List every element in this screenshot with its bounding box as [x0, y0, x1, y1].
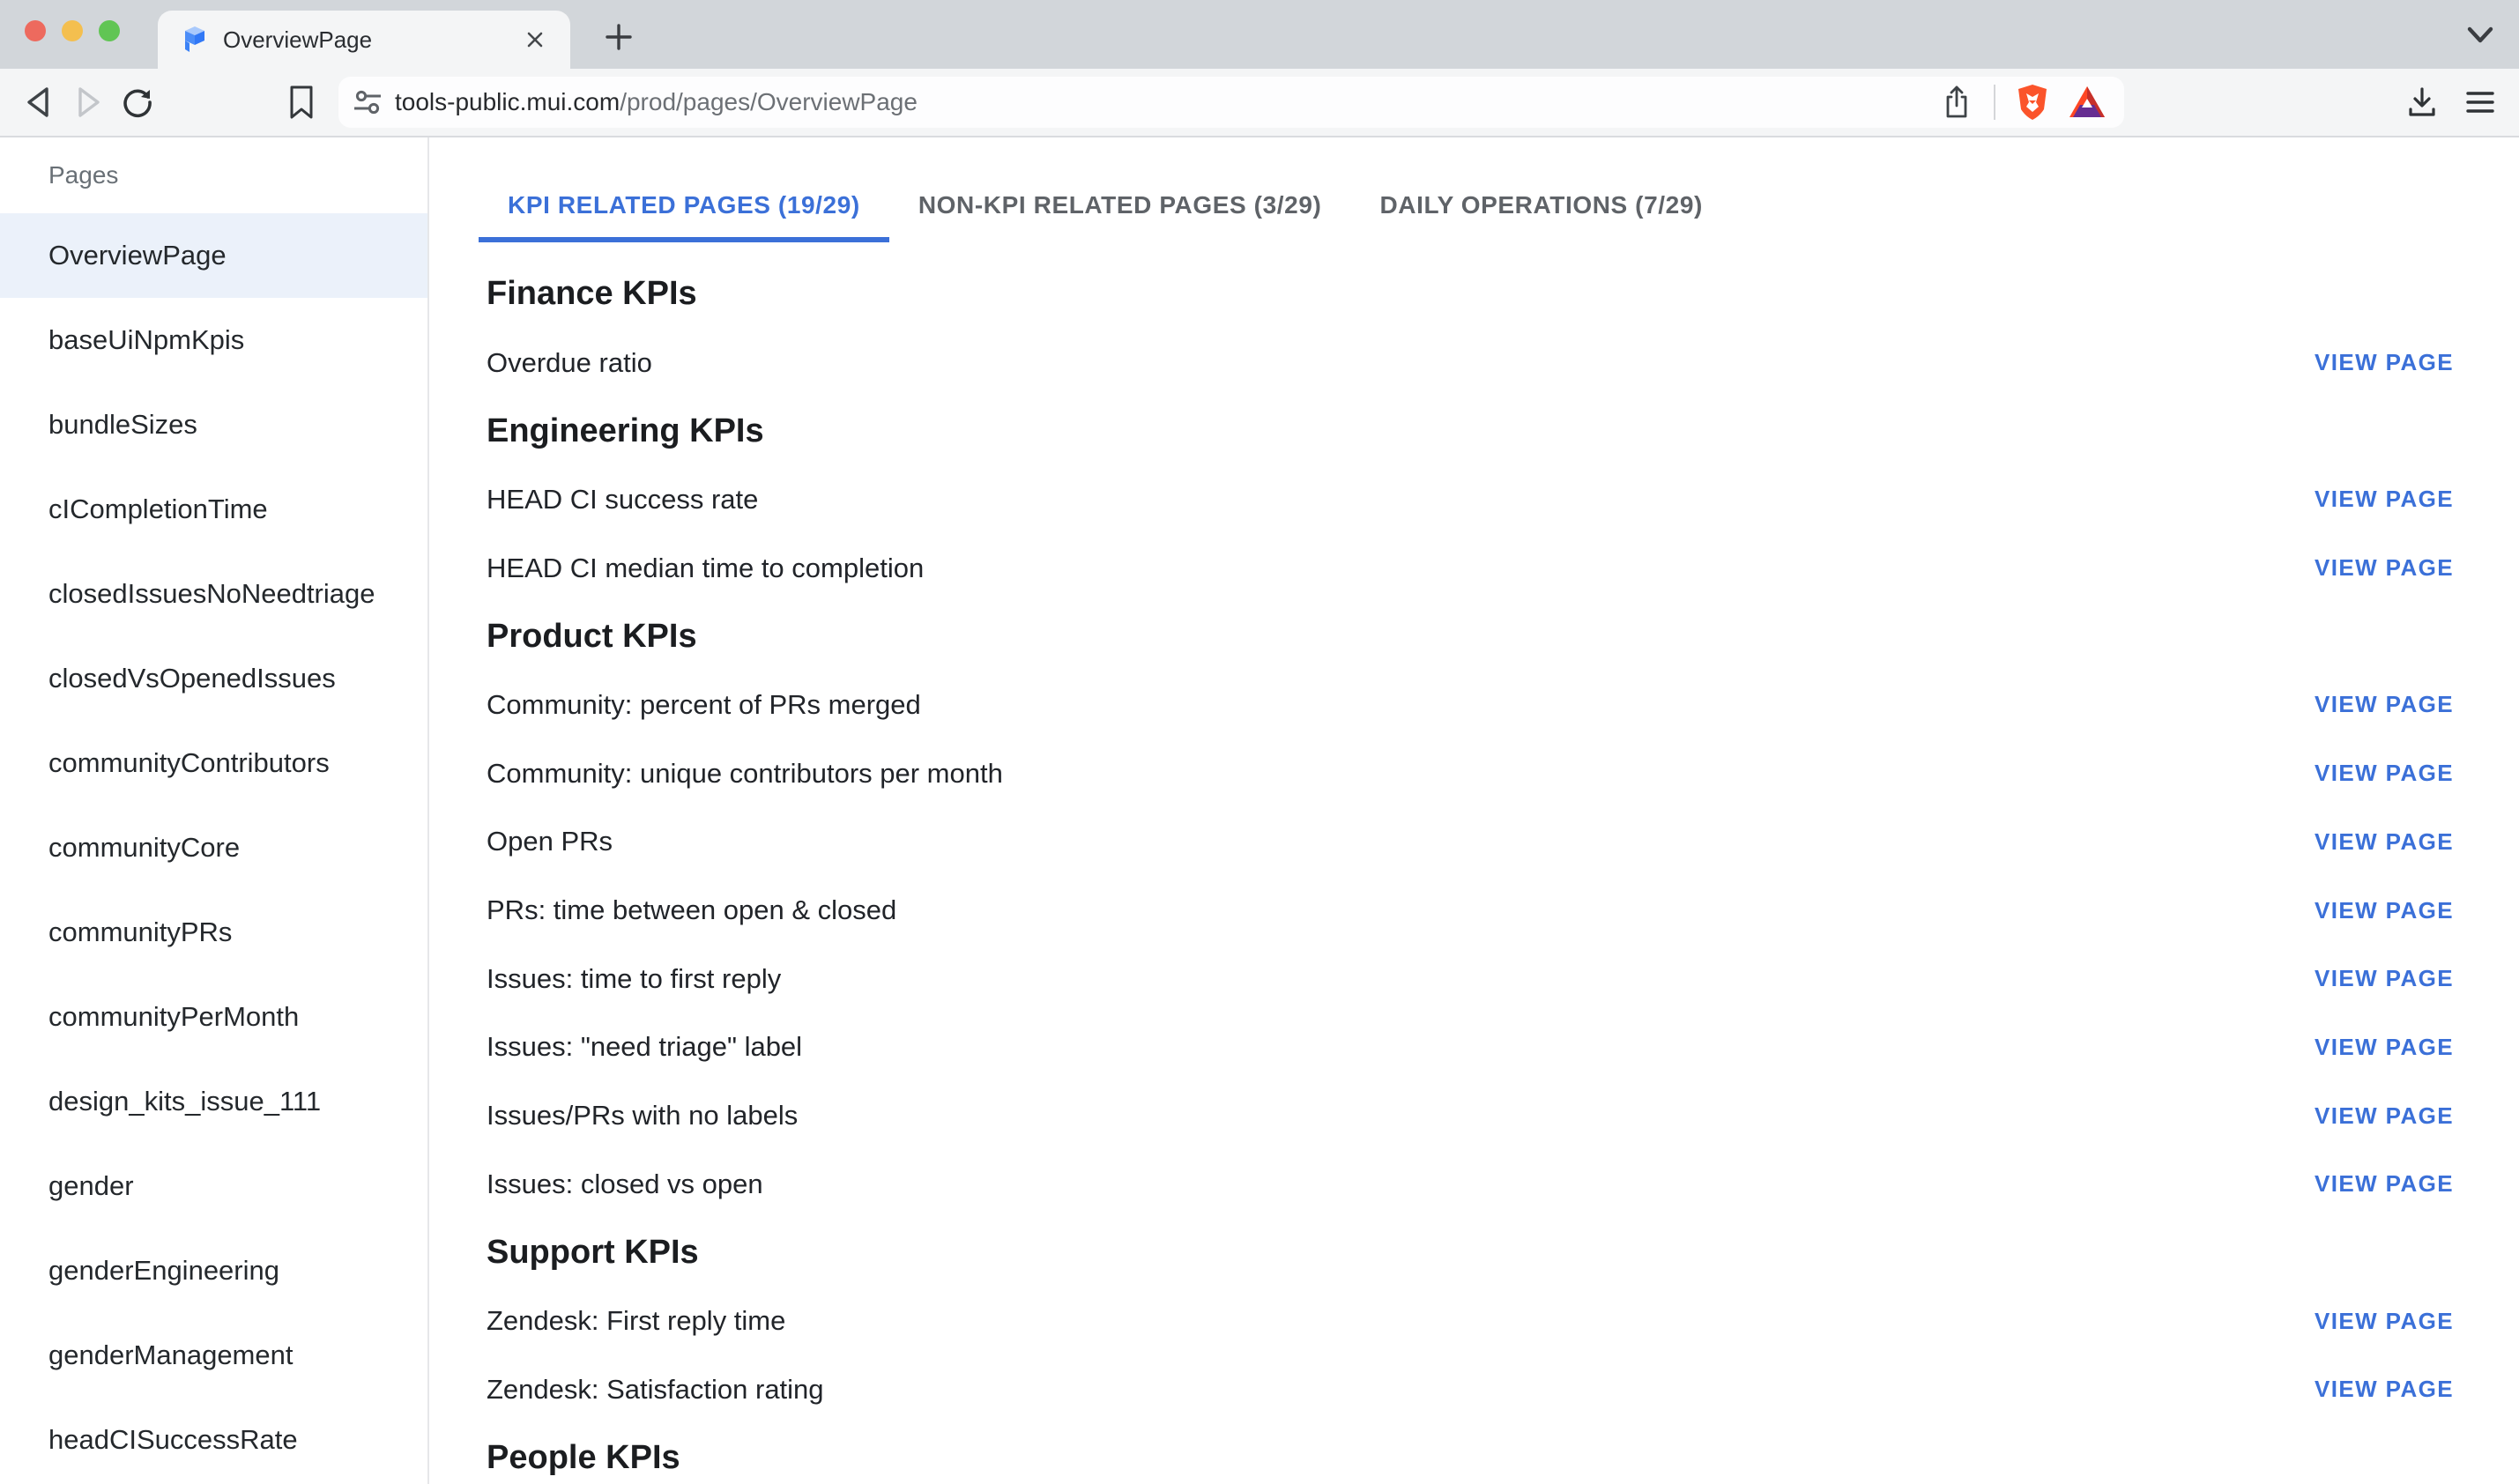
kpi-item-row — [487, 1355, 2463, 1424]
view-page-button[interactable]: VIEW PAGE — [2306, 823, 2463, 861]
kpi-item-label: Community: percent of PRs merged — [487, 688, 921, 720]
kpi-item-row — [487, 739, 2463, 808]
kpi-section-row — [487, 1219, 2463, 1287]
new-tab-button[interactable] — [596, 14, 642, 60]
forward-button[interactable] — [63, 78, 113, 127]
toolbar-divider — [1994, 85, 1995, 120]
brave-shields-icon[interactable] — [2008, 78, 2057, 127]
kpi-item-row — [487, 876, 2463, 945]
mui-favicon-icon — [177, 25, 207, 55]
sidebar-page-item[interactable]: OverviewPage — [0, 213, 427, 298]
view-page-button[interactable]: VIEW PAGE — [2306, 480, 2463, 518]
kpi-item-label: Overdue ratio — [487, 346, 652, 378]
view-page-button[interactable]: VIEW PAGE — [2306, 1370, 2463, 1408]
browser-tab-title: OverviewPage — [223, 26, 373, 53]
kpi-item-label: HEAD CI median time to completion — [487, 552, 925, 583]
kpi-item-row — [487, 465, 2463, 534]
window-controls — [25, 20, 120, 41]
kpi-item-label: PRs: time between open & closed — [487, 894, 897, 926]
sidebar-page-list — [0, 213, 427, 1482]
browser-toolbar — [0, 69, 2519, 137]
tab-search-chevron-down-icon[interactable] — [2457, 12, 2503, 58]
close-window-button[interactable] — [25, 20, 46, 41]
sidebar-page-item[interactable]: bundleSizes — [48, 409, 197, 440]
kpi-section-row — [487, 260, 2463, 329]
view-page-button[interactable]: VIEW PAGE — [2306, 686, 2463, 723]
kpi-item-label: Open PRs — [487, 826, 613, 857]
tab-close-icon[interactable] — [519, 24, 551, 56]
minimize-window-button[interactable] — [62, 20, 83, 41]
kpi-item-label: Issues: "need triage" label — [487, 1031, 803, 1063]
bookmark-icon[interactable] — [277, 78, 326, 127]
kpi-item-row — [487, 1081, 2463, 1150]
kpi-item-row — [487, 808, 2463, 877]
kpi-item-label: Issues: time to first reply — [487, 962, 782, 994]
kpi-item-label: Issues/PRs with no labels — [487, 1100, 799, 1132]
view-page-button[interactable]: VIEW PAGE — [2306, 960, 2463, 998]
sidebar-page-item[interactable]: communityPerMonth — [48, 1001, 300, 1032]
view-page-button[interactable]: VIEW PAGE — [2306, 754, 2463, 792]
main-content — [429, 137, 2519, 1484]
sidebar-page-item[interactable]: communityCore — [48, 832, 241, 863]
kpi-item-row — [487, 534, 2463, 603]
sidebar-page-item[interactable]: gender — [48, 1170, 134, 1201]
reload-button[interactable] — [113, 78, 162, 127]
sidebar-page-item[interactable]: closedIssuesNoNeedtriage — [48, 578, 375, 609]
site-settings-tune-icon[interactable] — [351, 87, 384, 117]
sidebar-page-item[interactable]: communityContributors — [48, 747, 330, 778]
pages-sidebar — [0, 137, 429, 1484]
share-icon[interactable] — [1932, 78, 1981, 127]
view-page-button[interactable]: VIEW PAGE — [2306, 892, 2463, 930]
url-path: /prod/pages/OverviewPage — [620, 88, 918, 115]
sidebar-page-item[interactable]: genderEngineering — [48, 1255, 279, 1286]
sidebar-page-item[interactable]: closedVsOpenedIssues — [48, 663, 336, 694]
sidebar-page-item[interactable]: communityPRs — [48, 916, 233, 947]
menu-hamburger-icon[interactable] — [2456, 78, 2505, 127]
url-domain: tools-public.mui.com — [395, 88, 620, 115]
kpi-item-label: Zendesk: Satisfaction rating — [487, 1373, 824, 1405]
view-page-button[interactable]: VIEW PAGE — [2306, 1165, 2463, 1203]
kpi-section-heading: Engineering KPIs — [487, 412, 764, 449]
browser-tab[interactable] — [158, 11, 570, 69]
url-text[interactable] — [395, 88, 1932, 116]
view-page-button[interactable]: VIEW PAGE — [2306, 1028, 2463, 1066]
sidebar-page-item[interactable]: baseUiNpmKpis — [48, 324, 245, 355]
sidebar-header: Pages — [48, 161, 119, 189]
brave-rewards-bat-icon[interactable] — [2062, 78, 2112, 127]
kpi-section-heading: Finance KPIs — [487, 275, 697, 313]
kpi-item-label: Issues: closed vs open — [487, 1168, 763, 1199]
kpi-item-row — [487, 1013, 2463, 1082]
sidebar-page-item[interactable]: headCISuccessRate — [48, 1424, 298, 1455]
category-tabs — [479, 167, 2519, 242]
kpi-section-row — [487, 602, 2463, 671]
kpi-item-label: HEAD CI success rate — [487, 483, 759, 515]
category-tab[interactable]: NON-KPI RELATED PAGES (3/29) — [918, 190, 1322, 219]
kpi-section-row — [487, 397, 2463, 465]
kpi-item-row — [487, 945, 2463, 1013]
browser-tab-strip — [0, 0, 2519, 69]
sidebar-page-item[interactable]: design_kits_issue_111 — [48, 1086, 322, 1117]
kpi-item-row — [487, 329, 2463, 397]
address-bar[interactable] — [338, 77, 2124, 128]
downloads-icon[interactable] — [2397, 78, 2447, 127]
category-tab[interactable]: DAILY OPERATIONS (7/29) — [1379, 190, 1703, 219]
sidebar-page-item[interactable]: cICompletionTime — [48, 493, 268, 524]
view-page-button[interactable]: VIEW PAGE — [2306, 1302, 2463, 1340]
kpi-section-row — [487, 1424, 2463, 1484]
kpi-item-row — [487, 1150, 2463, 1219]
kpi-item-label: Community: unique contributors per month — [487, 757, 1003, 789]
sidebar-page-item[interactable]: genderManagement — [48, 1339, 294, 1370]
category-tab[interactable]: KPI RELATED PAGES (19/29) — [479, 167, 889, 242]
kpi-list — [429, 260, 2519, 1484]
kpi-item-row — [487, 671, 2463, 739]
zoom-window-button[interactable] — [99, 20, 120, 41]
kpi-section-heading: Product KPIs — [487, 617, 697, 655]
back-button[interactable] — [14, 78, 63, 127]
kpi-item-label: Zendesk: First reply time — [487, 1305, 786, 1337]
kpi-section-heading: Support KPIs — [487, 1233, 699, 1271]
kpi-section-heading: People KPIs — [487, 1439, 680, 1477]
view-page-button[interactable]: VIEW PAGE — [2306, 549, 2463, 587]
view-page-button[interactable]: VIEW PAGE — [2306, 1097, 2463, 1135]
kpi-item-row — [487, 1287, 2463, 1355]
view-page-button[interactable]: VIEW PAGE — [2306, 344, 2463, 382]
